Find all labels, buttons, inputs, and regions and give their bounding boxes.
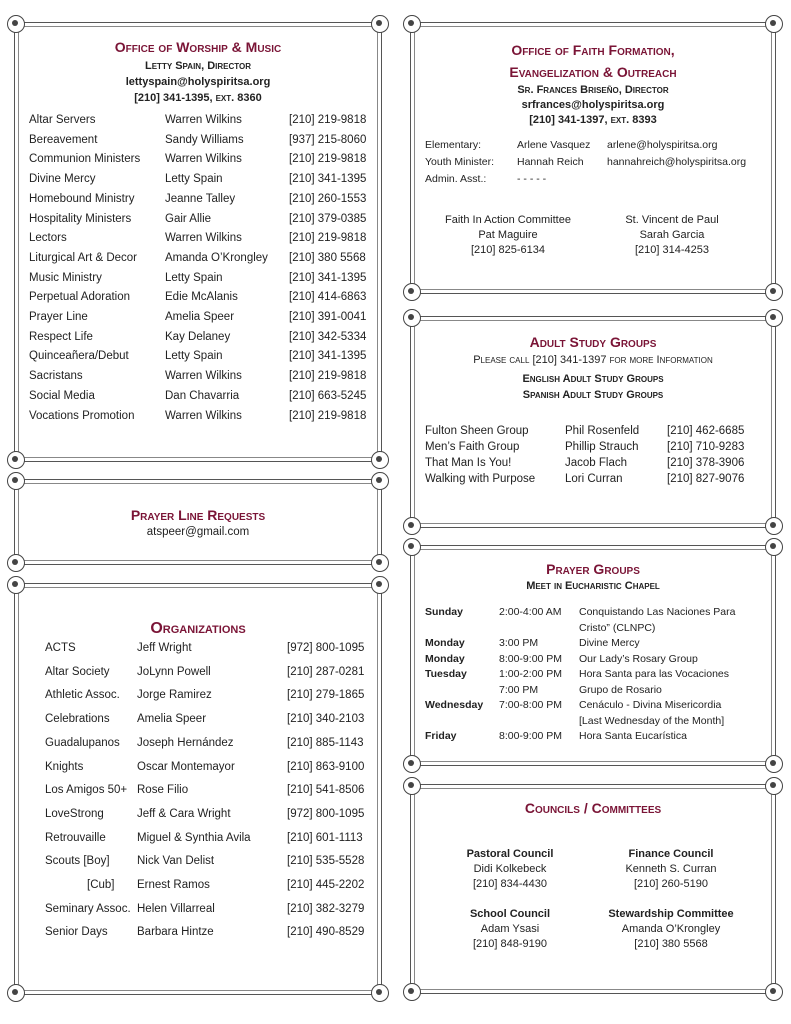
prayer-line-title: Prayer Line Requests [130,507,266,523]
group-description: Hora Santa Eucarística [579,730,687,742]
council-school [435,907,585,952]
contact-phone: [210] 260-1553 [289,192,367,205]
council-name: Pastoral Council [466,848,554,860]
contact-phone: [210] 710-9283 [667,441,745,453]
contact-phone: [210] 219-9818 [289,153,367,166]
contact-name: Dan Chavarria [165,389,240,402]
contact-name: Jacob Flach [565,457,628,469]
ministry-name: Communion Ministers [29,153,141,166]
worship-phone: [210] 341-1395, ext. 8360 [134,92,262,104]
staff-role: Youth Minister: [425,156,495,168]
contact-name: Warren Wilkins [165,370,242,383]
staff-email[interactable]: arlene@holyspiritsa.org [607,139,718,151]
ministry-name: Lectors [29,232,67,245]
contact-phone: [210] 885-1143 [287,736,364,749]
staff-role: Admin. Asst.: [425,173,487,185]
contact-name: Letty Spain [165,173,223,186]
meeting-day: Monday [425,652,465,665]
faith-committee-1 [433,213,583,258]
contact-name: Oscar Montemayor [137,760,235,773]
council-stewardship [591,907,751,952]
prayer-line-email[interactable]: atspeer@gmail.com [146,526,250,538]
group-description: Conquistando Las Naciones Para [579,606,736,618]
contact-name: Warren Wilkins [165,409,242,422]
group-description: Cenáculo - Divina Misericordia [579,699,722,711]
ministry-name: Bereavement [29,133,98,146]
staff-name: Hannah Reich [517,156,584,168]
group-description: Hora Santa para las Vocaciones [579,668,730,680]
faith-title-line2: Evangelization & Outreach [509,64,677,80]
contact-phone: [210] 219-9818 [289,370,367,383]
contact-name: JoLynn Powell [137,665,211,678]
faith-committee-2 [597,213,747,258]
committee-name: St. Vincent de Paul [625,214,719,226]
group-description: [Last Wednesday of the Month] [579,714,725,727]
contact-phone: [210] 445-2202 [287,879,365,891]
council-name: Finance Council [628,848,714,860]
faith-title-line1: Office of Faith Formation, [511,42,675,58]
organization-name: ACTS [45,642,76,654]
council-name: School Council [469,908,551,920]
committee-phone: [210] 825-6134 [470,244,545,256]
staff-email[interactable]: hannahreich@holyspiritsa.org [607,156,747,168]
contact-name: Barbara Hintze [137,926,214,939]
organization-name: Guadalupanos [45,736,120,749]
contact-name: Jeanne Talley [165,192,236,205]
contact-name: Kay Delaney [165,330,231,343]
councils-title: Councils / Committees [524,800,662,816]
meeting-day: Sunday [425,606,463,618]
meeting-day: Friday [425,730,457,742]
contact-phone: [210] 541-8506 [287,784,365,797]
group-name: Walking with Purpose [425,473,536,485]
ministry-name: Music Ministry [29,271,102,284]
contact-phone: [210] 380 5568 [289,251,366,264]
group-name: That Man Is You! [425,457,512,469]
contact-phone: [210] 535-5528 [287,855,365,868]
contact-phone: [210] 340-2103 [287,713,365,726]
meeting-day: Tuesday [425,668,467,680]
meeting-day: Wednesday [425,699,484,711]
meeting-time: 8:00-9:00 PM [499,652,563,665]
contact-name: Warren Wilkins [165,153,242,166]
councils-box [410,784,776,994]
faith-box [410,22,776,294]
organization-name: [Cub] [87,879,115,891]
ministry-name: Quinceañera/Debut [29,350,129,363]
meeting-time: 1:00-2:00 PM [499,668,563,680]
group-description: Cristo” (CLNPC) [579,621,656,634]
contact-phone: [210] 391-0041 [289,311,367,323]
worship-director: Letty Spain, Director [145,60,251,72]
contact-phone: [210] 341-1395 [289,173,367,186]
meeting-time: 8:00-9:00 PM [499,730,563,742]
contact-name: Joseph Hernández [137,736,234,749]
contact-phone: [972] 800-1095 [287,807,365,820]
prayer-groups-title: Prayer Groups [546,561,640,577]
group-description: Divine Mercy [579,637,640,649]
organizations-title: Organizations [150,620,246,637]
council-person: Didi Kolkebeck [473,863,547,875]
organization-name: Retrouvaille [45,831,106,844]
ministry-name: Respect Life [29,330,93,343]
contact-phone: [210] 490-8529 [287,926,365,939]
adult-study-english: English Adult Study Groups [522,373,664,385]
ministry-name: Sacristans [29,370,83,383]
staff-name: Arlene Vasquez [517,139,591,151]
council-phone: [210] 834-4430 [472,878,547,890]
worship-box [14,22,382,462]
ministry-name: Hospitality Ministers [29,212,132,225]
adult-study-box [410,316,776,528]
contact-name: Nick Van Delist [137,855,215,868]
council-person: Amanda O’Krongley [621,923,721,935]
ministry-name: Liturgical Art & Decor [29,251,138,264]
contact-name: Phillip Strauch [565,441,639,453]
contact-phone: [210] 382-3279 [287,902,365,915]
staff-role: Elementary: [425,139,482,151]
contact-phone: [210] 287-0281 [287,665,365,678]
council-phone: [210] 260-5190 [633,878,708,890]
contact-name: Rose Filio [137,784,189,797]
contact-phone: [210] 379-0385 [289,212,367,225]
adult-study-note: Please call [210] 341-1397 for more Information [473,354,713,366]
contact-phone: [210] 342-5334 [289,330,367,343]
group-name: Fulton Sheen Group [425,425,529,437]
contact-name: Warren Wilkins [165,114,242,126]
contact-name: Helen Villarreal [137,902,215,915]
contact-name: Miguel & Synthia Avila [137,831,251,844]
contact-name: Amanda O’Krongley [165,251,268,264]
group-description: Grupo de Rosario [579,683,662,696]
contact-phone: [210] 414-6863 [289,291,367,304]
meeting-time: 2:00-4:00 AM [499,606,562,618]
worship-title: Office of Worship & Music [114,39,282,55]
staff-name: - - - - - [517,173,547,185]
organizations-box [14,583,382,995]
council-person: Adam Ysasi [480,923,540,935]
ministry-name: Social Media [29,389,95,402]
prayer-groups-sub: Meet in Eucharistic Chapel [526,580,660,592]
contact-phone: [210] 341-1395 [289,350,367,363]
group-description: Our Lady’s Rosary Group [579,652,698,665]
contact-name: Letty Spain [165,350,223,363]
contact-name: Warren Wilkins [165,232,242,245]
contact-phone: [210] 219-9818 [289,232,367,245]
ministry-name: Divine Mercy [29,173,96,186]
faith-email[interactable]: srfrances@holyspiritsa.org [521,99,665,111]
organization-name: Altar Society [45,665,110,678]
meeting-time: 3:00 PM [499,637,539,649]
organization-name: Seminary Assoc. [45,902,131,915]
meeting-time: 7:00 PM [499,683,539,696]
organization-name: Senior Days [45,926,108,939]
contact-phone: [937] 215-8060 [289,133,367,146]
prayer-line-box [14,479,382,565]
contact-phone: [972] 800-1095 [287,642,365,654]
contact-phone: [210] 863-9100 [287,760,365,773]
council-finance [591,847,751,892]
contact-phone: [210] 601-1113 [287,831,363,844]
contact-name: Gair Allie [165,212,212,225]
contact-name: Amelia Speer [137,713,207,726]
meeting-day: Monday [425,637,465,649]
contact-name: Sandy Williams [165,133,244,146]
committee-phone: [210] 314-4253 [634,244,709,256]
group-name: Men’s Faith Group [425,441,520,453]
ministry-name: Perpetual Adoration [29,291,131,304]
contact-phone: [210] 378-3906 [667,457,745,469]
council-pastoral [435,847,585,892]
ministry-name: Homebound Ministry [29,192,135,205]
contact-name: Jeff Wright [137,642,192,654]
council-name: Stewardship Committee [608,908,734,920]
committee-person: Pat Maguire [478,229,538,241]
contact-phone: [210] 341-1395 [289,271,367,284]
organization-name: Scouts [Boy] [45,855,110,868]
contact-phone: [210] 462-6685 [667,425,745,437]
council-person: Kenneth S. Curran [625,863,717,875]
faith-director: Sr. Frances Briseño, Director [517,84,669,96]
adult-study-title: Adult Study Groups [529,334,657,350]
committee-name: Faith In Action Committee [445,214,571,226]
meeting-time: 7:00-8:00 PM [499,699,563,711]
adult-study-spanish: Spanish Adult Study Groups [522,389,664,401]
contact-name: Jorge Ramirez [137,689,212,702]
organization-name: Celebrations [45,713,110,726]
worship-email[interactable]: lettyspain@holyspiritsa.org [125,76,271,88]
contact-name: Edie McAlanis [165,291,238,304]
organization-name: Knights [45,760,84,773]
contact-phone: [210] 663-5245 [289,389,367,402]
contact-name: Ernest Ramos [137,879,210,891]
committee-person: Sarah Garcia [639,229,705,241]
ministry-name: Vocations Promotion [29,409,135,422]
contact-phone: [210] 219-9818 [289,409,367,422]
organization-name: Los Amigos 50+ [45,784,128,797]
contact-name: Jeff & Cara Wright [137,807,231,820]
ministry-name: Prayer Line [29,311,88,323]
contact-phone: [210] 827-9076 [667,473,745,485]
faith-phone: [210] 341-1397, ext. 8393 [529,114,657,126]
organization-name: LoveStrong [45,807,104,820]
organization-name: Athletic Assoc. [45,689,120,702]
contact-phone: [210] 279-1865 [287,689,365,702]
prayer-groups-box [410,545,776,766]
council-phone: [210] 848-9190 [472,938,547,950]
council-phone: [210] 380 5568 [634,938,708,950]
contact-name: Amelia Speer [165,311,235,323]
ministry-name: Altar Servers [29,114,96,126]
contact-name: Lori Curran [565,473,623,485]
contact-name: Letty Spain [165,271,223,284]
contact-name: Phil Rosenfeld [565,425,640,437]
contact-phone: [210] 219-9818 [289,114,367,126]
